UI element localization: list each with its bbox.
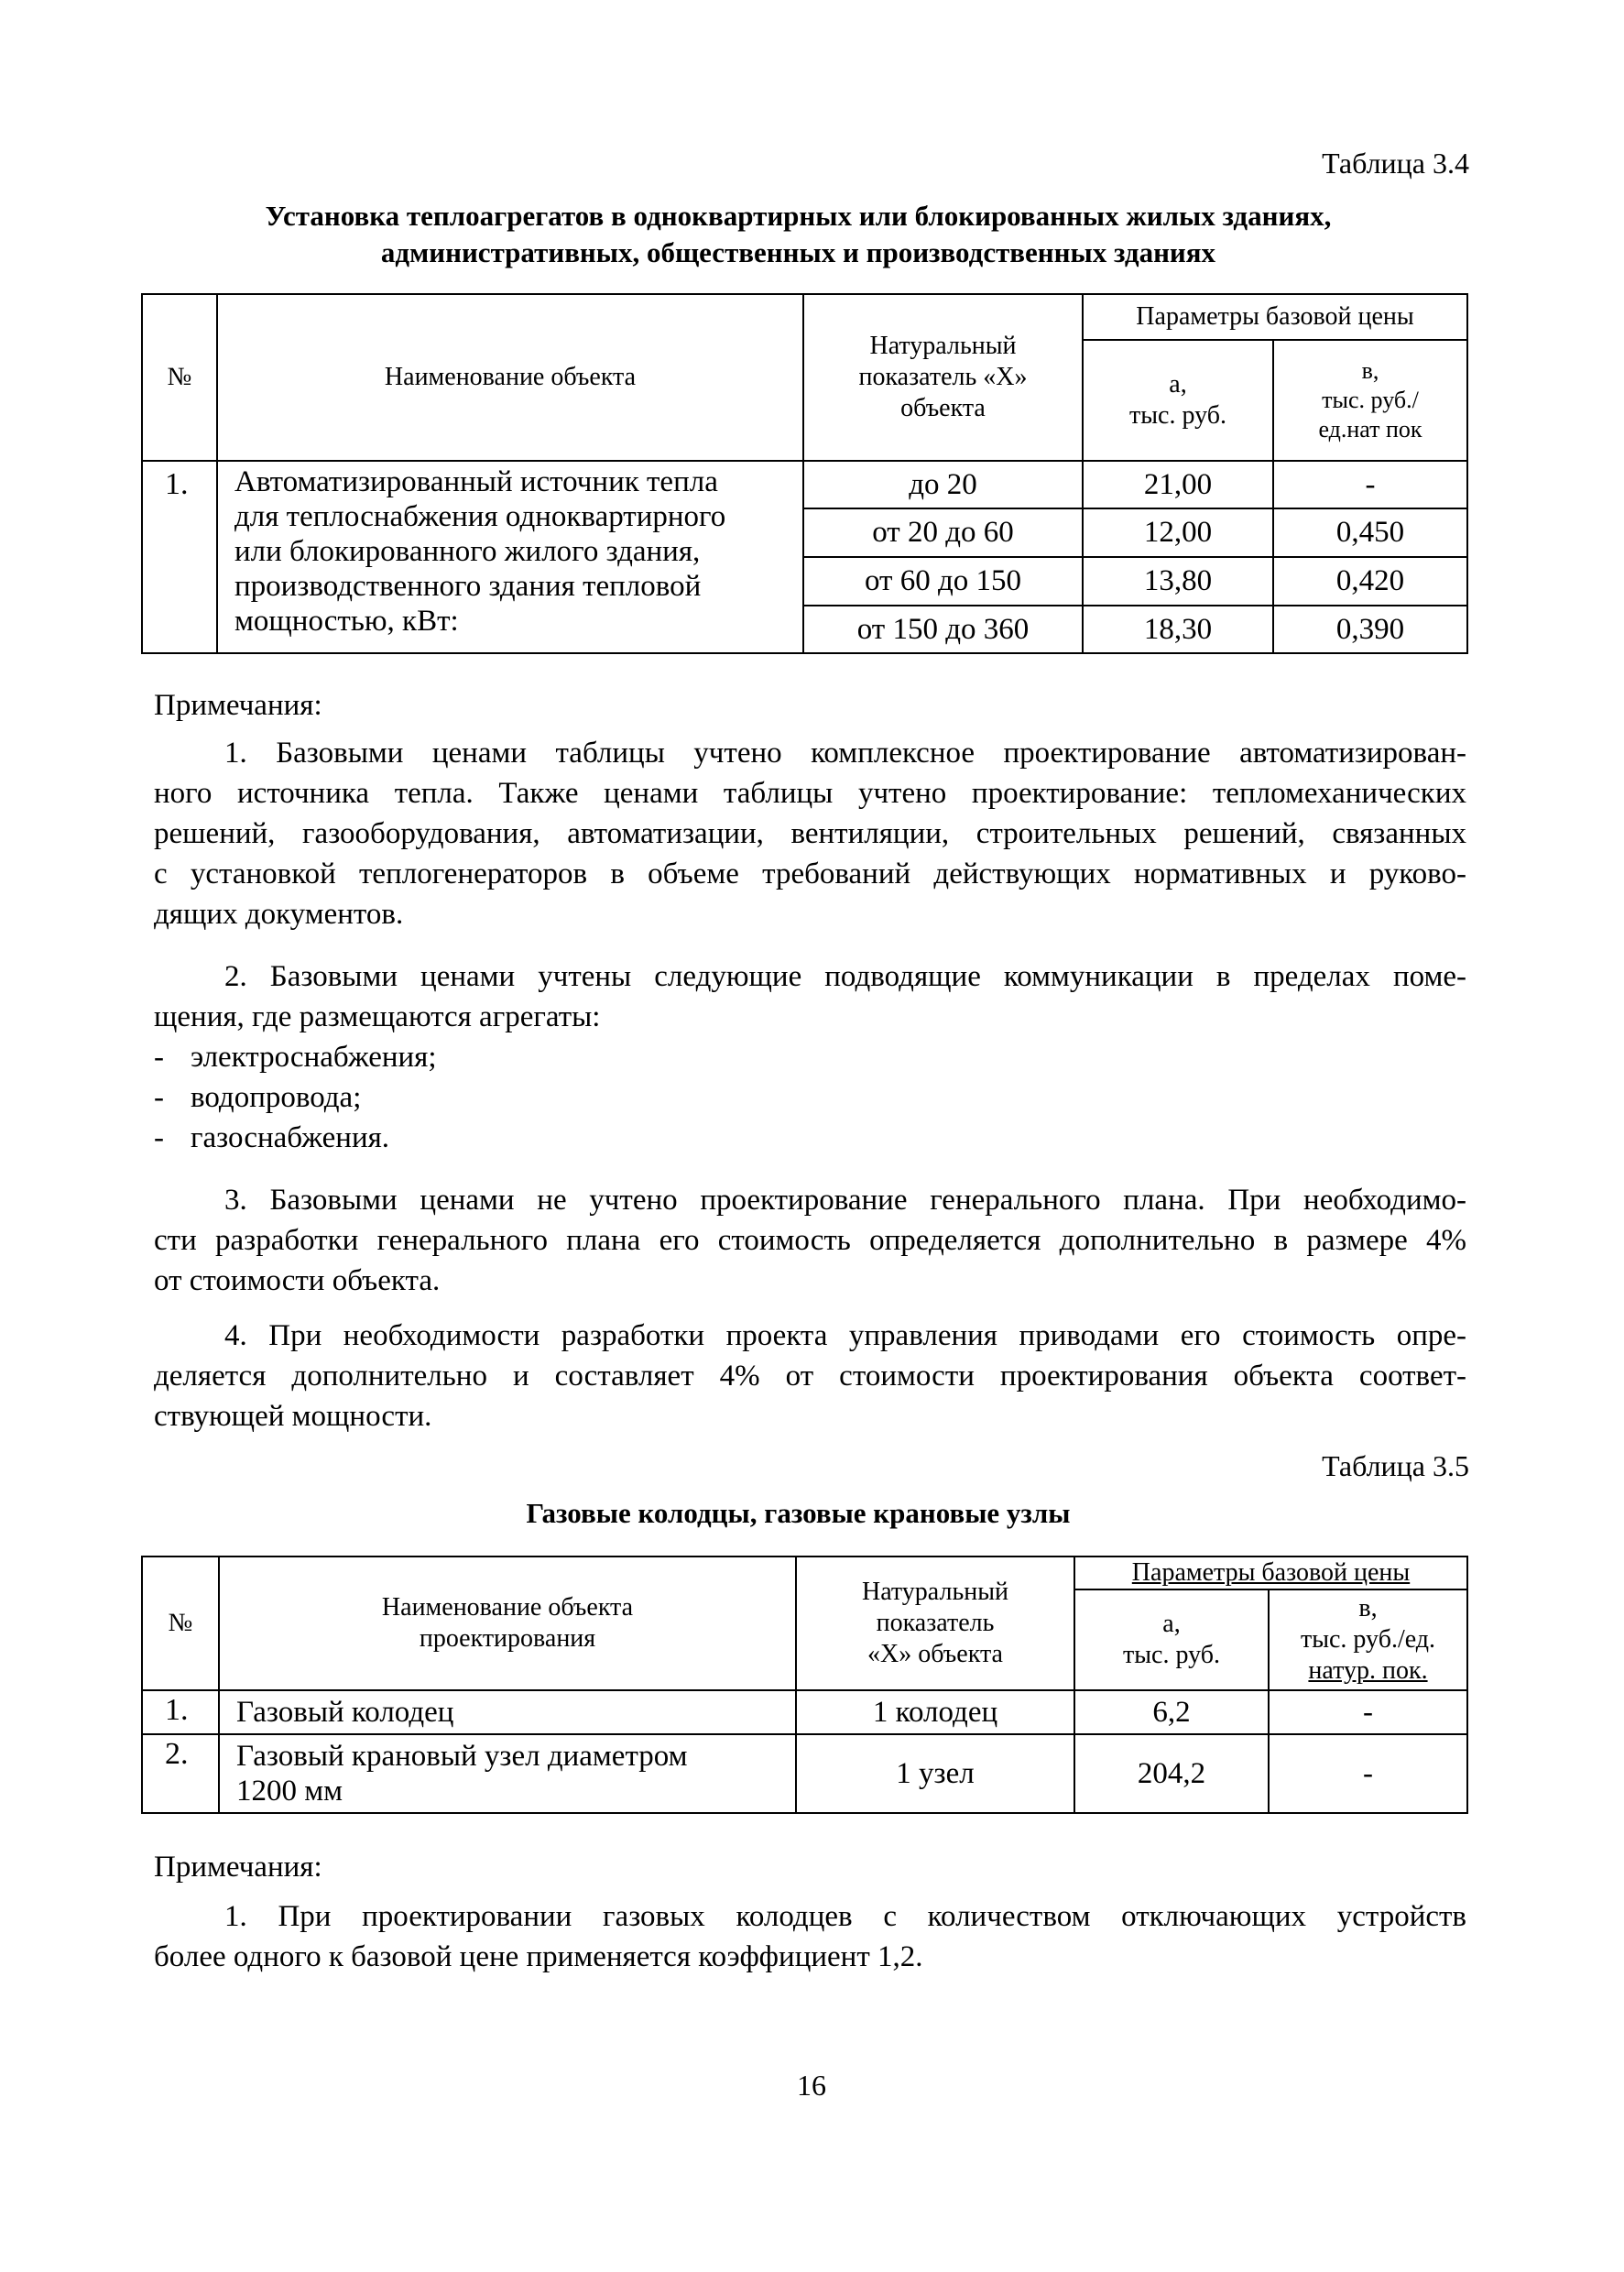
col-header-a-line: тыс. руб. [1129,401,1226,430]
col-header-params: Параметры базовой цены [1074,1557,1467,1589]
note-line: сти разработки генерального плана его стоимость определяется дополнительно в размере 4% [154,1224,1466,1257]
table-3-5 [141,1556,1468,1814]
list-item-text: газоснабжения. [191,1121,390,1154]
cell-a: 18,30 [1083,606,1273,653]
row-number: 1. [142,1690,219,1734]
col-header-natural-line: показатель [876,1609,995,1637]
row-object-name-line: Газовый крановый узел диаметром [236,1740,688,1773]
row-number: 2. [142,1734,219,1813]
col-header-no: № [142,294,217,461]
note-line: от стоимости объекта. [154,1264,441,1297]
col-header-natural [796,1557,1074,1690]
table-row [142,1734,1467,1813]
note-line: решений, газооборудования, автоматизации, вентиляции, строительных решений, связанных [154,817,1466,850]
cell-a: 12,00 [1083,508,1273,557]
col-header-name [219,1557,796,1690]
col-header-b-line: натур. пок. [1308,1656,1428,1685]
note-3 [154,1180,1466,1301]
col-header-a-line: тыс. руб. [1123,1641,1220,1669]
row-object-name-line: для теплоснабжения одноквартирного [234,500,726,533]
table-3-4-header-row-1 [142,294,1467,340]
note-4 [154,1316,1466,1436]
col-header-a-line: а, [1162,1610,1181,1638]
cell-b: 0,420 [1273,557,1467,606]
row-number: 1. [142,461,217,653]
list-item [154,1118,1466,1158]
row-object-name-line: Автоматизированный источник тепла [234,465,718,498]
cell-a: 21,00 [1083,461,1273,508]
table-3-4 [141,293,1468,654]
col-header-name-line: Наименование объекта [381,1593,634,1622]
row-object-name: Газовый колодец [219,1690,796,1734]
note-line: ного источника тепла. Также ценами таблицы учтено проектирование: тепломеханических [154,777,1466,810]
list-item [154,1077,1466,1118]
list-item-text: электроснабжения; [191,1041,437,1074]
table-3-4-title-line-1: Установка теплоагрегатов в одноквартирных или блокированных жилых зданиях, [265,200,1332,232]
cell-a: 13,80 [1083,557,1273,606]
cell-natural: 1 колодец [796,1690,1074,1734]
row-object-name [219,1734,796,1813]
note-line: ствующей мощности. [154,1400,432,1433]
cell-natural: от 60 до 150 [803,557,1083,606]
cell-b: - [1269,1734,1467,1813]
notes-heading: Примечания: [154,689,322,722]
col-header-a [1083,340,1273,461]
cell-b: - [1269,1690,1467,1734]
table-3-4-title [137,198,1459,271]
cell-b: - [1273,461,1467,508]
cell-natural: от 20 до 60 [803,508,1083,557]
cell-b: 0,450 [1273,508,1467,557]
note-line: деляется дополнительно и составляет 4% от стоимости проектирования объекта соответ- [154,1360,1466,1393]
note-2 [154,956,1466,1158]
row-object-name-line: производственного здания тепловой [234,570,702,603]
note-1 [154,733,1466,934]
cell-natural: 1 узел [796,1734,1074,1813]
cell-a: 204,2 [1074,1734,1269,1813]
cell-natural: до 20 [803,461,1083,508]
list-dash: - [154,1041,164,1074]
col-header-natural-line: объекта [900,394,986,422]
notes-heading: Примечания: [154,1851,322,1884]
col-header-params: Параметры базовой цены [1083,294,1467,340]
table-row [142,1690,1467,1734]
list-item [154,1037,1466,1077]
note-line: 1. При проектировании газовых колодцев с количеством отключающих устройств [224,1900,1466,1933]
col-header-natural-line: Натуральный [862,1578,1008,1606]
table-3-5-label: Таблица 3.5 [1322,1449,1469,1482]
col-header-b-line: в, [1361,357,1379,384]
list-item-text: водопровода; [191,1081,362,1114]
note-line: более одного к базовой цене применяется коэффициент 1,2. [154,1940,923,1973]
col-header-natural-line: «Х» объекта [867,1640,1003,1668]
col-header-b [1269,1589,1467,1690]
col-header-natural [803,294,1083,461]
col-header-no: № [142,1557,219,1690]
col-header-a-line: а, [1169,370,1187,399]
row-object-name-line: мощностью, кВт: [234,605,459,638]
col-header-b-line: тыс. руб./ед. [1300,1625,1436,1654]
col-header-name-line: проектирования [419,1624,596,1653]
col-header-b-line: ед.нат пок [1318,416,1422,442]
note-1 [154,1896,1466,1977]
note-line: с установкой теплогенераторов в объеме требований действующих нормативных и руково- [154,857,1466,890]
note-line: щения, где размещаются агрегаты: [154,1000,601,1033]
table-row [142,461,1467,508]
row-object-name [217,461,803,653]
cell-a: 6,2 [1074,1690,1269,1734]
row-object-name-line: или блокированного жилого здания, [234,535,701,568]
note-line: 3. Базовыми ценами не учтено проектирование генерального плана. При необходимо- [224,1184,1466,1217]
cell-natural: от 150 до 360 [803,606,1083,653]
table-3-5-title: Газовые колодцы, газовые крановые узлы [526,1497,1071,1529]
col-header-a [1074,1589,1269,1690]
note-line: 2. Базовыми ценами учтены следующие подводящие коммуникации в пределах поме- [224,960,1466,993]
list-dash: - [154,1081,164,1114]
page-number: 16 [797,2069,826,2102]
col-header-b [1273,340,1467,461]
col-header-natural-line: Натуральный [869,332,1017,360]
table-3-4-label: Таблица 3.4 [1322,147,1469,180]
table-3-4-title-line-2: административных, общественных и производственных зданиях [380,236,1216,268]
col-header-b-line: в, [1358,1594,1378,1622]
note-line: 4. При необходимости разработки проекта управления приводами его стоимость опре- [224,1319,1466,1352]
note-line: дящих документов. [154,898,404,931]
col-header-natural-line: показатель «Х» [858,363,1028,391]
col-header-name: Наименование объекта [217,294,803,461]
list-dash: - [154,1121,164,1154]
col-header-b-line: тыс. руб./ [1322,387,1419,413]
cell-b: 0,390 [1273,606,1467,653]
note-line: 1. Базовыми ценами таблицы учтено комплексное проектирование автоматизирован- [224,737,1466,770]
table-3-5-header-row-1 [142,1557,1467,1589]
row-object-name-line: 1200 мм [236,1775,343,1808]
